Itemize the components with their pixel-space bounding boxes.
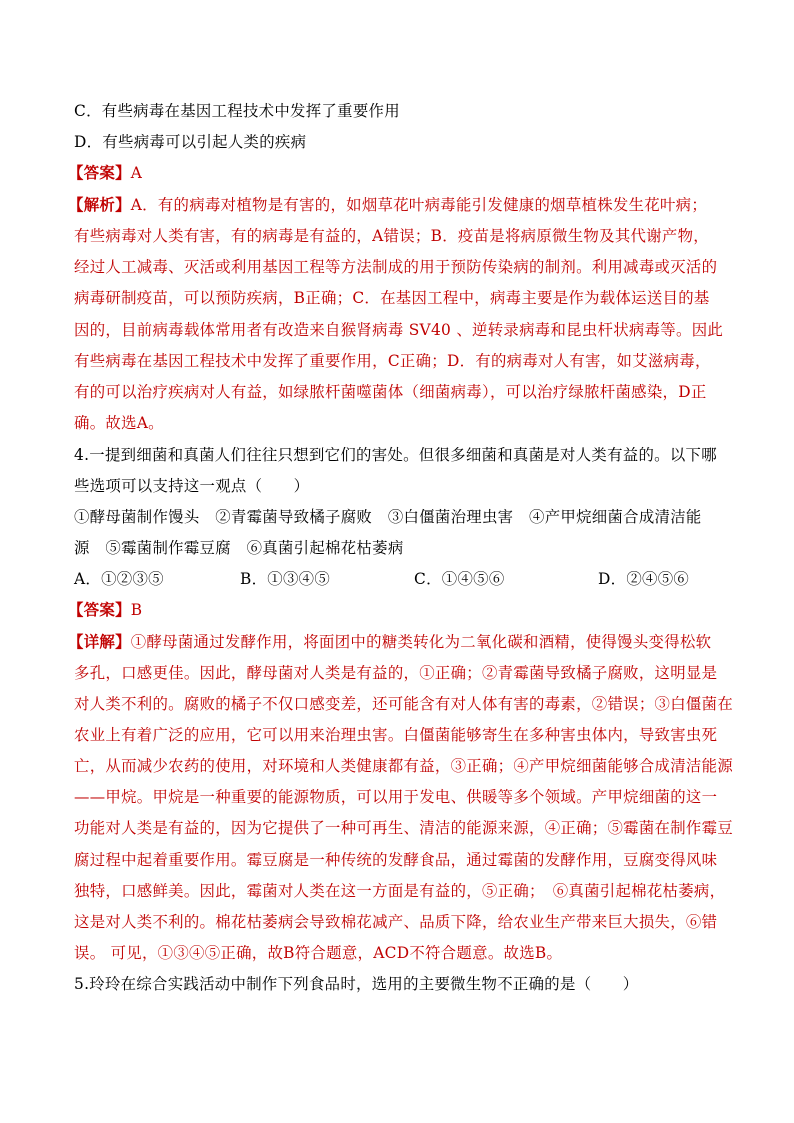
q4-stem-line-2: 些选项可以支持这一观点（ ） [74, 477, 310, 495]
q4-detail-line-10: 这是对人类不利的。棉花枯萎病会导致棉花减产、品质下降，给农业生产带来巨大损失，⑥错 [74, 913, 718, 931]
q4-answer-value: B [130, 601, 143, 619]
analysis-line-8: 确。故选A。 [74, 414, 164, 432]
q4-detail-tag: 【详解】 [68, 633, 131, 651]
q4-detail-line-3: 对人类不利的。腐败的橘子不仅口感变差，还可能含有对人体有害的毒素，②错误；③白僵菌在 [74, 695, 734, 713]
analysis-line-4: 病毒研制疫苗，可以预防疾病，B正确；C．在基因工程中，病毒主要是作为载体运送目的基 [74, 289, 710, 307]
option-c: C．有些病毒在基因工程技术中发挥了重要作用 [74, 102, 400, 120]
answer-value: A [130, 164, 143, 182]
q4-detail-line-1: 【详解】①酵母菌通过发酵作用，将面团中的糖类转化为二氧化碳和酒精，使得馒头变得松软 [68, 633, 712, 651]
q4-items-line-2: 源 ⑤霉菌制作霉豆腐 ⑥真菌引起棉花枯萎病 [74, 539, 404, 557]
q4-detail-line-9: 独特，口感鲜美。因此，霉菌对人类在这一方面是有益的，⑤正确； ⑥真菌引起棉花枯萎病， [74, 882, 726, 900]
answer-line [68, 163, 728, 183]
analysis-line-7: 有的可以治疗疾病对人有益，如绿脓杆菌噬菌体（细菌病毒），可以治疗绿脓杆菌感染，D正 [74, 383, 707, 401]
analysis-line-1: 【解析】A．有的病毒对植物是有害的，如烟草花叶病毒能引发健康的烟草植株发生花叶病； [68, 196, 708, 214]
analysis-line-2: 有些病毒对人类有害，有的病毒是有益的，A错误；B．疫苗是将病原微生物及其代谢产物， [74, 227, 709, 245]
answer-tag: 【答案】 [68, 164, 131, 182]
q5-stem: 5.玲玲在综合实践活动中制作下列食品时，选用的主要微生物不正确的是（ ） [74, 975, 639, 993]
q4-answer-tag: 【答案】 [68, 601, 131, 619]
q4-answer-line [68, 600, 728, 620]
analysis-tag: 【解析】 [68, 196, 131, 214]
q4-detail-line-8: 腐过程中起着重要作用。霉豆腐是一种传统的发酵食品，通过霉菌的发酵作用，豆腐变得风味 [74, 851, 718, 869]
q4-detail-line-5: 亡，从而减少农药的使用，对环境和人类健康都有益，③正确；④产甲烷细菌能够合成清洁能源 [74, 757, 734, 775]
option-d: D．有些病毒可以引起人类的疾病 [74, 133, 307, 151]
q4-detail-line-11: 误。 可见，①③④⑤正确，故B符合题意，ACD不符合题意。故选B。 [74, 944, 563, 962]
q4-detail-line-7: 功能对人类是有益的，因为它提供了一种可再生、清洁的能源来源，④正确；⑤霉菌在制作霉豆 [74, 819, 734, 837]
q4-option-b: B．①③④⑤ [240, 570, 331, 588]
q4-detail-line-4: 农业上有着广泛的应用，它可以用来治理虫害。白僵菌能够寄生在多种害虫体内，导致害虫死 [74, 726, 718, 744]
analysis-line-3: 经过人工减毒、灭活或利用基因工程等方法制成的用于预防传染病的制剂。利用减毒或灭活的 [74, 258, 718, 276]
q4-options [74, 569, 734, 589]
q4-detail-line-6: ——甲烷。甲烷是一种重要的能源物质，可以用于发电、供暖等多个领域。产甲烷细菌的这一 [74, 788, 718, 806]
analysis-line-6: 有些病毒在基因工程技术中发挥了重要作用，C正确；D．有的病毒对人有害，如艾滋病毒， [74, 352, 711, 370]
q4-items-line-1: ①酵母菌制作馒头 ②青霉菌导致橘子腐败 ③白僵菌治理虫害 ④产甲烷细菌合成清洁能 [74, 508, 702, 526]
q4-option-d: D．②④⑤⑥ [598, 570, 690, 588]
q4-option-c: C．①④⑤⑥ [414, 570, 505, 588]
q4-detail-line-2: 多孔，口感更佳。因此，酵母菌对人类是有益的，①正确；②青霉菌导致橘子腐败，这明显是 [74, 664, 718, 682]
q4-stem-line-1: 4.一提到细菌和真菌人们往往只想到它们的害处。但很多细菌和真菌是对人类有益的。以下哪 [74, 446, 717, 464]
q4-option-a: A．①②③⑤ [74, 570, 164, 588]
analysis-line-5: 因的，目前病毒载体常用者有改造来自猴肾病毒 SV40 、逆转录病毒和昆虫杆状病毒等。因此 [74, 321, 724, 339]
